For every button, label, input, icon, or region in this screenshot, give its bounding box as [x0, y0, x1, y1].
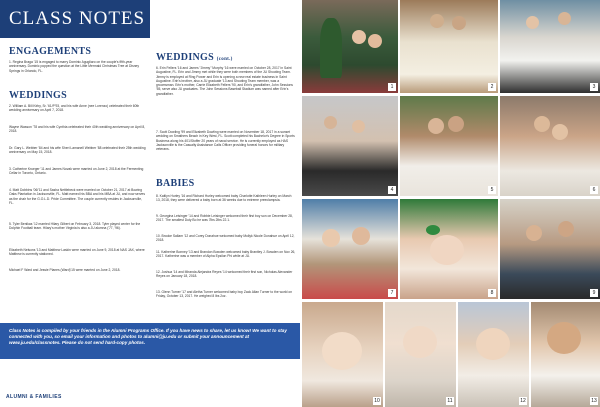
baby-entry-8: 8. Kaitlyn Hurley '16 and Richard Hurley welcomed baby Charlotte Kathleen Hurley on March 13, 2018, they were delivered a baby born at 36 weeks due to extreme preeclampsia. — [156, 194, 292, 203]
face-shape — [352, 120, 365, 133]
wedding-entry-3: 3. Catherine Krueger '11 and James Novak were married on June 2, 2018 at the Fermenting Cellar in Toronto, Ontario. — [9, 167, 144, 176]
baby-entry-9: 9. Georgina Leisinger '14 and Robbie Leisinger welcomed their first boy son on December 28, 2017. The smallest Duty Bo he was 7lbs 2lbs 22.1. — [156, 214, 293, 223]
photo-3 — [500, 0, 600, 93]
wedding-entry-6: 6. Erin Fellers '16 and James "Jimmy" Murphy '16 were married on October 28, 2017 in Saint Augustine, FL. Erin and Jimmy met while they were both members of the JU Shooting Team. Jimmy is employed at Ring Power and Erin is opening a new real estate business in Saint Augustine. Erin's brother, also a JU graduate '13 and Shooting Team member, was a groomsman. Erin's mother, Carrie Elizabeth Fellers '90, and Erin's grandfather, John Sessions '55, serve also JU graduates. The John Sessions Baseball Stadium was named after Erin's grandfather. — [156, 66, 293, 96]
photo-number-badge: 2 — [488, 83, 496, 91]
photo-11 — [385, 302, 456, 407]
face-shape — [534, 116, 550, 132]
baby-face-shape — [322, 332, 362, 370]
photo-13 — [531, 302, 600, 407]
weddings-cont-note: (cont.) — [216, 57, 233, 62]
photo-number-badge: 10 — [374, 398, 380, 404]
weddings-cont-heading — [156, 52, 233, 63]
photo-2 — [400, 0, 498, 93]
photo-4 — [302, 96, 398, 196]
face-shape — [552, 124, 568, 140]
face-shape — [430, 14, 444, 28]
face-shape — [526, 225, 542, 241]
middle-column — [150, 0, 300, 320]
photo-number-badge: 8 — [488, 289, 496, 297]
photo-number-badge: 12 — [520, 398, 526, 404]
photo-number-badge: 7 — [388, 289, 396, 297]
photo-number-badge: 3 — [590, 83, 598, 91]
face-shape — [368, 34, 382, 48]
weddings-heading: WEDDINGS — [9, 90, 67, 101]
wedding-entry-2: 2. William A. Bill Kirby, Sr. '61/P'93, and his wife Anne (nee Lorenzo) celebrated their 60th wedding anniversary on April 7, 2018. — [9, 104, 140, 113]
face-shape — [448, 116, 464, 132]
face-shape — [526, 16, 539, 29]
face-shape — [452, 16, 466, 30]
photo-12 — [458, 302, 529, 407]
wedding-entry-webber: Dr. Gary L. Webber '84 and his wife Sheri Lamanell Webber '88 celebrated their 25th wedding anniversary on May 15, 2018. — [9, 146, 146, 155]
photo-number-badge: 5 — [488, 186, 496, 194]
face-shape — [558, 12, 571, 25]
photo-9 — [500, 199, 600, 299]
photo-5 — [400, 96, 498, 196]
baby-entry-11: 11. Katherine Bonney '13 and Brandon Bowden welcomed baby Brantley J. Bowden on Nov 26, 2017. Katherine was a member of Alpha Epsilon Phi while at JU. — [156, 250, 296, 259]
wedding-entry-nelsons: Elizabeth Nelsons '13 and Matthew Laskin were married on June 9, 2018 at NAS JAX, where Matthew is currently stationed. — [9, 248, 145, 257]
photo-number-badge: 4 — [388, 186, 396, 194]
submission-info-band — [0, 323, 300, 359]
photo-6 — [500, 96, 600, 196]
baby-entry-13: 13. Glenn Turner '17 and Aletha Turner welcomed baby boy Zack Allan Turner to the world on Friday, October 13, 2017. He weighed 8 lbs 2oz. — [156, 290, 293, 299]
wedding-entry-wasson: Wayne Wasson '78 and his wife Cynthia celebrated their 40th wedding anniversary on April 8, 2018. — [9, 125, 146, 134]
babies-heading: BABIES — [156, 178, 195, 189]
baby-entry-12: 12. Joshua '14 and Miranda Alejandra Reyes '14 welcomed their first son, Nicholas Alexander Reyes on January 18, 2018. — [156, 270, 293, 279]
baby-face-shape — [547, 322, 581, 354]
title-band — [0, 0, 150, 38]
photo-1 — [302, 0, 398, 93]
baby-face-shape — [430, 235, 464, 265]
face-shape — [352, 227, 370, 245]
weddings-cont-title: WEDDINGS — [156, 52, 214, 63]
wedding-entry-5: 5. Tyler Benikas '12 married Hilary Gilbert on February 3, 2018. Tyler played center for the Dolphin Football team. Hilary's mother Virginia is also a JU alumna ('77, '96). — [9, 222, 141, 231]
engagement-entry-1: 1. Regina Braga '15 is engaged to marry Dominic Agugliaro on the couple's fifth-year anniversary. Dominic popped the question at the Little Mermaid Christmas Tree at Disney Springs in Orlando, FL. — [9, 60, 140, 73]
photo-number-badge: 11 — [447, 398, 453, 404]
tree-shape — [320, 18, 342, 78]
engagements-heading: ENGAGEMENTS — [9, 46, 92, 57]
submission-info-text: Class Notes is compiled by your friends in the Alumni Programs Office. If you have news to share, let us know! We want to stay connected with you, so email your information and photos to alumni@ju.edu or submit your announcement at www.ju.edu/classnotes. Please do not send hard-copy photos. — [9, 328, 287, 345]
photo-number-badge: 13 — [591, 398, 597, 404]
photo-number-badge: 9 — [590, 289, 598, 297]
baby-face-shape — [403, 326, 437, 358]
face-shape — [322, 229, 340, 247]
wedding-entry-ward: Michael F Ward and Jessie Planes (Ward)'15 were married on June 2, 2018. — [9, 268, 121, 272]
wedding-entry-4: 4. Matt Dobbins '06/'11 and Sasha Nettlebeck were married on October 21, 2017 at Bowing Oaks Plantation in Jacksonville, FL. Matt earned his BBA and his MBA at JU, and now serves as the chair for the G.O.L.D. Pride Committee. The couple currently resides in Jacksonville, FL. — [9, 188, 145, 205]
photo-number-badge: 1 — [388, 83, 396, 91]
baby-face-shape — [476, 328, 510, 360]
page-title: CLASS NOTES — [9, 8, 146, 29]
photo-number-badge: 6 — [590, 186, 598, 194]
face-shape — [428, 118, 444, 134]
face-shape — [324, 116, 337, 129]
photo-10 — [302, 302, 383, 407]
photo-7 — [302, 199, 398, 299]
baby-entry-10: 10. Brooke Sallam '12 and Corey Donahue welcomed baby Mollyk Nicole Donahue on April 12, 2018. — [156, 234, 295, 243]
wedding-entry-7: 7. Scott Dowling '99 and Elizabeth Dowling were married on November 18, 2017 in a sunset wedding on Smathers Beach in Key West, FL. Scott completed his Bachelor's Degree in Sports Business along his 401/Stoffer 20 years of naval service. He is currently employed as HAS Jacksonville is the Casualty Assistance Calls Officer providing funeral honors for military veterans. — [156, 130, 295, 152]
page-footer-label: ALUMNI & FAMILIES — [6, 394, 62, 400]
face-shape — [352, 30, 366, 44]
face-shape — [558, 221, 574, 237]
photo-8 — [400, 199, 498, 299]
bow-shape — [426, 225, 440, 235]
